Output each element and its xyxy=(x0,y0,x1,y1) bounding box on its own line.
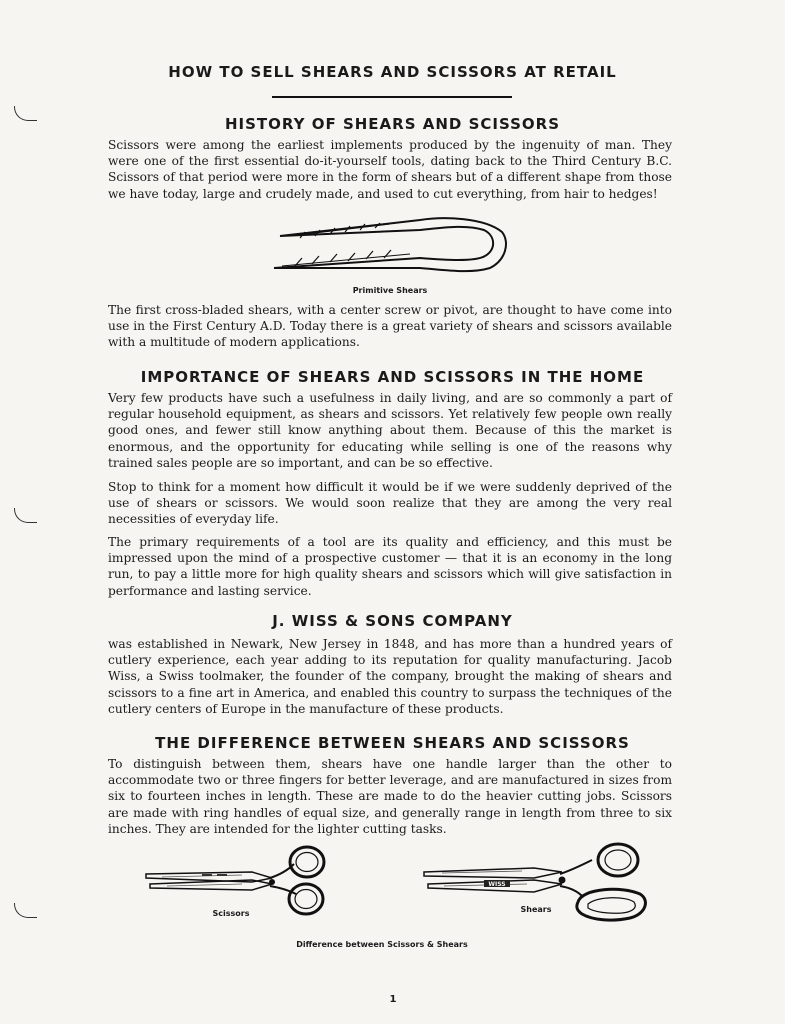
importance-heading: IMPORTANCE OF SHEARS AND SCISSORS IN THE HOME xyxy=(140,368,645,386)
binder-hole-mark xyxy=(14,508,37,523)
shears-label: Shears xyxy=(520,905,552,914)
wiss-heading: J. WISS & SONS COMPANY xyxy=(272,612,513,630)
shears-brand-stamp: WISS xyxy=(488,881,506,888)
importance-paragraph-3: The primary requirements of a tool are its quality and efficiency, and this must be impressed upon the mind of a prospective customer — that it is an economy in the long run, to pay a little more for high quality shears and scissors which will give satisfaction in performance and lasting service. xyxy=(108,535,672,598)
difference-figure-caption: Difference between Scissors & Shears xyxy=(296,940,468,949)
difference-heading: THE DIFFERENCE BETWEEN SHEARS AND SCISSORS xyxy=(155,734,630,752)
history-paragraph-2: The first cross-bladed shears, with a center screw or pivot, are thought to have come into use in the First Century A.D. Today there is a great variety of shears and scissors available with a multitude of modern applications. xyxy=(108,303,672,350)
difference-paragraph: To distinguish between them, shears have one handle larger than the other to accommodate two or three fingers for better leverage, and are manufactured in sizes from six to fourteen inches in length. These are made to do the heavier cutting jobs. Scissors are made with ring handles of equal size, and generally range in length from three to six inches. They are intended for the lighter cutting tasks. xyxy=(108,757,672,836)
primitive-shears-illustration xyxy=(270,214,510,274)
page-number: 1 xyxy=(389,994,397,1005)
scissors-label: Scissors xyxy=(212,909,250,918)
page-title: HOW TO SELL SHEARS AND SCISSORS AT RETAIL xyxy=(168,63,617,81)
importance-paragraph-1: Very few products have such a usefulness in daily living, and are so commonly a part of regular household equipment, as shears and scissors. Yet relatively few people own really good ones, and fewer still know anything about them. Because of this the market is enormous, and the opportunity for educating while selling is one of the reasons why trained sales people are so important, and can be so effective. xyxy=(108,391,672,470)
binder-hole-mark xyxy=(14,903,37,918)
history-paragraph-1: Scissors were among the earliest implements produced by the ingenuity of man. They were one of the first essential do-it-yourself tools, dating back to the Third Century B.C. Scissors of that period were more in the form of shears but of a different shape from those we have today, large and crudely made, and used to cut everything, from hair to hedges! xyxy=(108,138,672,201)
history-heading: HISTORY OF SHEARS AND SCISSORS xyxy=(224,115,560,133)
title-underline xyxy=(272,96,512,98)
scissors-illustration xyxy=(142,844,332,916)
importance-paragraph-2: Stop to think for a moment how difficult it would be if we were suddenly deprived of the use of shears or scissors. We would soon realize that they are among the very real necessities of everyday life. xyxy=(108,480,672,527)
wiss-paragraph: was established in Newark, New Jersey in 1848, and has more than a hundred years of cutlery experience, each year adding to its reputation for quality manufacturing. Jacob Wiss, a Swiss toolmaker, the founder of the company, brought the making of shears and scissors to a fine art in America, and enabled this country to surpass the techniques of the cutlery centers of Europe in the manufacture of these products. xyxy=(108,637,672,716)
primitive-shears-caption: Primitive Shears xyxy=(352,286,428,295)
